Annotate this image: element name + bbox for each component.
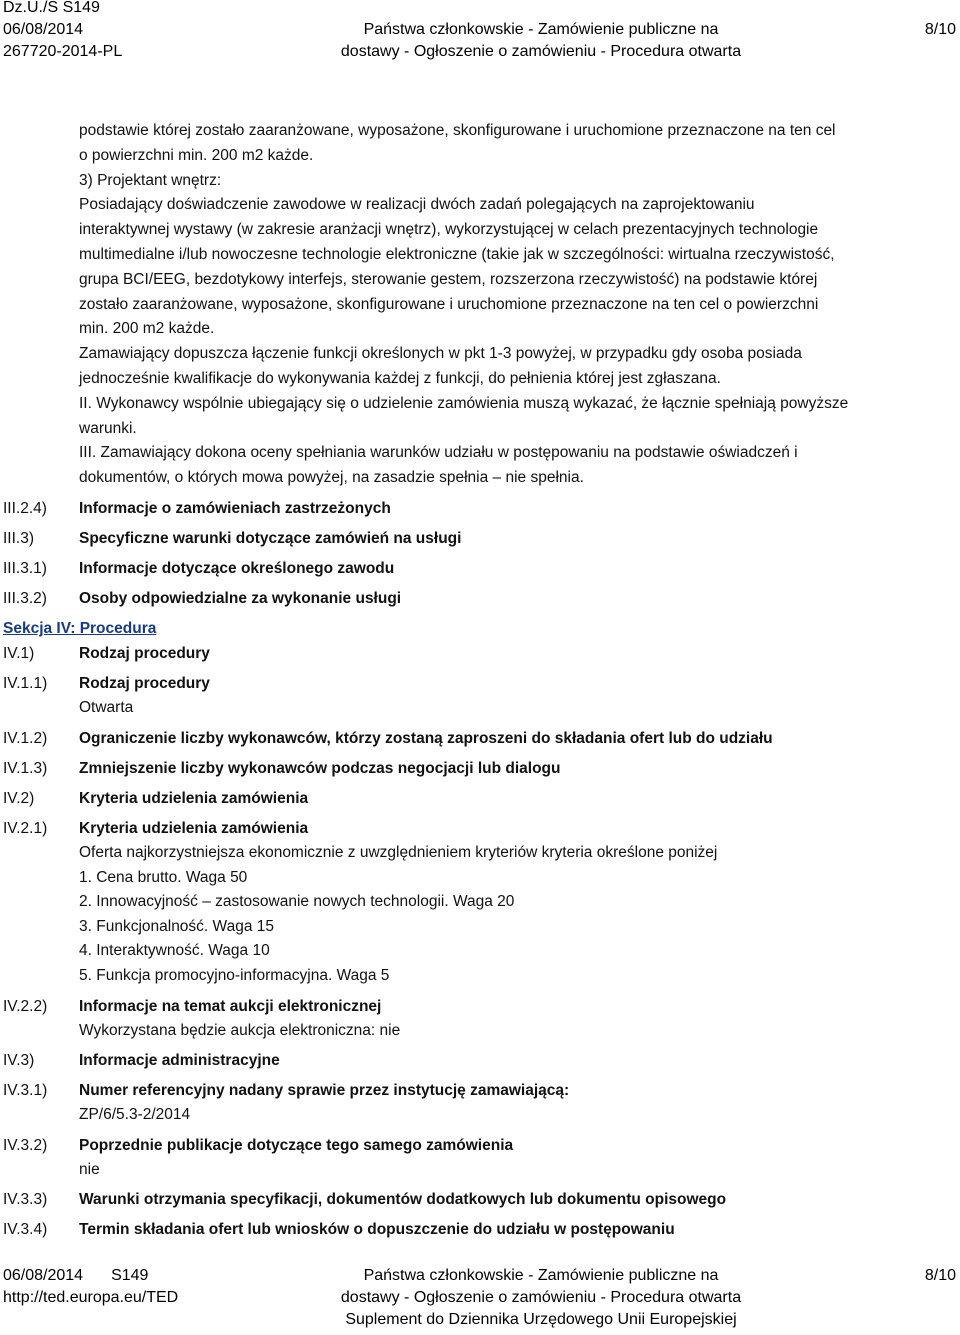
section-number: IV.2.2) (3, 998, 48, 1015)
intro-line: multimedialne i/lub nowoczesne technologie elektroniczne (takie jak w szczególności: wirtualna rzeczywistość, (79, 245, 835, 263)
footer-title-line3: Suplement do Dziennika Urzędowego Unii Europejskiej (345, 1311, 737, 1328)
intro-text (79, 119, 959, 491)
intro-line: min. 200 m2 każde. (79, 320, 215, 338)
section-number: III.3) (3, 530, 35, 547)
intro-line: dokumentów, o których mowa powyżej, na zasadzie spełnia – nie spełnia. (79, 469, 584, 487)
intro-line: o powierzchni min. 200 m2 każde. (79, 146, 314, 164)
criteria-line: Oferta najkorzystniejsza ekonomicznie z uwzględnieniem kryteriów kryteria określone poniżej (79, 844, 718, 861)
section-number: IV.3.4) (3, 1221, 48, 1238)
footer-page-number: 8/10 (924, 1267, 956, 1284)
footer-issue: S149 (111, 1267, 149, 1284)
procedure-type-value: Otwarta (79, 699, 134, 716)
footer-title-line2: dostawy - Ogłoszenie o zamówieniu - Procedura otwarta (340, 1289, 742, 1306)
page-header (0, 0, 960, 67)
footer-right (925, 1265, 956, 1287)
section-heading: Informacje na temat aukcji elektronicznej (79, 998, 382, 1015)
award-criteria-list (79, 841, 959, 988)
header-left (3, 0, 122, 63)
section-number: IV.1.3) (3, 760, 48, 777)
footer-title-line1: Państwa członkowskie - Zamówienie publiczne na (363, 1267, 719, 1284)
section-heading: Kryteria udzielenia zamówienia (79, 820, 309, 837)
page-footer (0, 1265, 960, 1335)
section-number: IV.3.3) (3, 1191, 48, 1208)
reference-number-value: ZP/6/5.3-2/2014 (79, 1106, 191, 1123)
section-number: IV.2.1) (3, 820, 48, 837)
section-heading: Zmniejszenie liczby wykonawców podczas negocjacji lub dialogu (79, 760, 561, 777)
section-heading: Informacje o zamówieniach zastrzeżonych (79, 500, 391, 517)
intro-line: podstawie której zostało zaaranżowane, wyposażone, skonfigurowane i uruchomione przeznaczone na ten cel (79, 122, 836, 139)
section-number: III.3.2) (3, 590, 47, 607)
footer-left (3, 1265, 178, 1309)
section-number: IV.3.1) (3, 1082, 48, 1099)
header-title-line1: Państwa członkowskie - Zamówienie publiczne na (363, 21, 719, 38)
intro-line: III. Zamawiający dokona oceny spełniania warunków udziału w postępowaniu na podstawie oświadczeń i (79, 444, 798, 462)
section-heading: Warunki otrzymania specyfikacji, dokumentów dodatkowych lub dokumentu opisowego (79, 1191, 727, 1208)
intro-line: jednocześnie kwalifikacje do wykonywania każdej z funkcji, do pełnienia której jest zgłaszana. (79, 369, 721, 387)
header-page-number: 8/10 (924, 21, 956, 38)
section-heading: Osoby odpowiedzialne za wykonanie usługi (79, 590, 402, 607)
section-number: IV.1) (3, 645, 35, 662)
section-heading: Rodzaj procedury (79, 675, 210, 692)
intro-line: II. Wykonawcy wspólnie ubiegający się o udzielenie zamówienia muszą wykazać, że łącznie spełniają powyższe (79, 394, 849, 412)
criteria-line: 2. Innowacyjność – zastosowanie nowych technologii. Waga 20 (79, 893, 515, 910)
intro-line: interaktywnej wystawy (w zakresie aranżacji wnętrz), wykorzystującej w celach prezentacyjnych technologie (79, 221, 819, 239)
section-number: IV.1.2) (3, 730, 48, 747)
section-heading: Kryteria udzielenia zamówienia (79, 790, 309, 807)
section-heading: Ograniczenie liczby wykonawców, którzy zostaną zaproszeni do składania ofert lub do udziału (79, 730, 773, 747)
header-date: 06/08/2014 (3, 21, 84, 38)
intro-line: zostało zaaranżowane, wyposażone, skonfigurowane i uruchomione przeznaczone na ten cel o powierzchni (79, 295, 819, 313)
section-number: IV.1.1) (3, 675, 48, 692)
criteria-line: 4. Interaktywność. Waga 10 (79, 942, 270, 959)
section-heading: Informacje dotyczące określonego zawodu (79, 560, 395, 577)
auction-value: Wykorzystana będzie aukcja elektroniczna: nie (79, 1022, 401, 1039)
section-number: III.3.1) (3, 560, 47, 577)
section-heading: Rodzaj procedury (79, 645, 210, 662)
section-number: IV.3.2) (3, 1137, 48, 1154)
header-title-line2: dostawy - Ogłoszenie o zamówieniu - Procedura otwarta (340, 43, 742, 60)
header-center (316, 0, 766, 63)
section-number: IV.2) (3, 790, 35, 807)
criteria-line: 5. Funkcja promocyjno-informacyjna. Waga 5 (79, 966, 390, 984)
criteria-line: 1. Cena brutto. Waga 50 (79, 868, 248, 886)
footer-date: 06/08/2014 (3, 1267, 84, 1284)
footer-center (316, 1265, 766, 1331)
intro-line: Zamawiający dopuszcza łączenie funkcji określonych w pkt 1-3 powyżej, w przypadku gdy osoba posiada (79, 345, 802, 363)
section-iv-title: Sekcja IV: Procedura (3, 620, 157, 637)
intro-line: Posiadający doświadczenie zawodowe w realizacji dwóch zadań polegających na zaprojektowaniu (79, 196, 755, 214)
header-source: Dz.U./S S149 (3, 0, 100, 16)
criteria-line: 3. Funkcjonalność. Waga 15 (79, 917, 275, 935)
section-heading: Specyficzne warunki dotyczące zamówień na usługi (79, 530, 462, 547)
previous-publications-value: nie (79, 1161, 100, 1178)
section-number: IV.3) (3, 1052, 35, 1069)
section-number: III.2.4) (3, 500, 47, 517)
section-heading: Poprzednie publikacje dotyczące tego samego zamówienia (79, 1137, 514, 1154)
header-ref: 267720-2014-PL (3, 43, 123, 60)
intro-line: grupa BCI/EEG, bezdotykowy interfejs, sterowanie gestem, rozszerzona rzeczywistość) na podstawie której (79, 270, 818, 288)
header-right (925, 0, 956, 41)
intro-line: 3) Projektant wnętrz: (79, 171, 222, 189)
footer-url: http://ted.europa.eu/TED (3, 1289, 179, 1306)
section-heading: Termin składania ofert lub wniosków o dopuszczenie do udziału w postępowaniu (79, 1221, 675, 1238)
section-heading: Numer referencyjny nadany sprawie przez instytucję zamawiającą: (79, 1082, 570, 1099)
section-heading: Informacje administracyjne (79, 1052, 280, 1069)
intro-line: warunki. (79, 419, 137, 437)
